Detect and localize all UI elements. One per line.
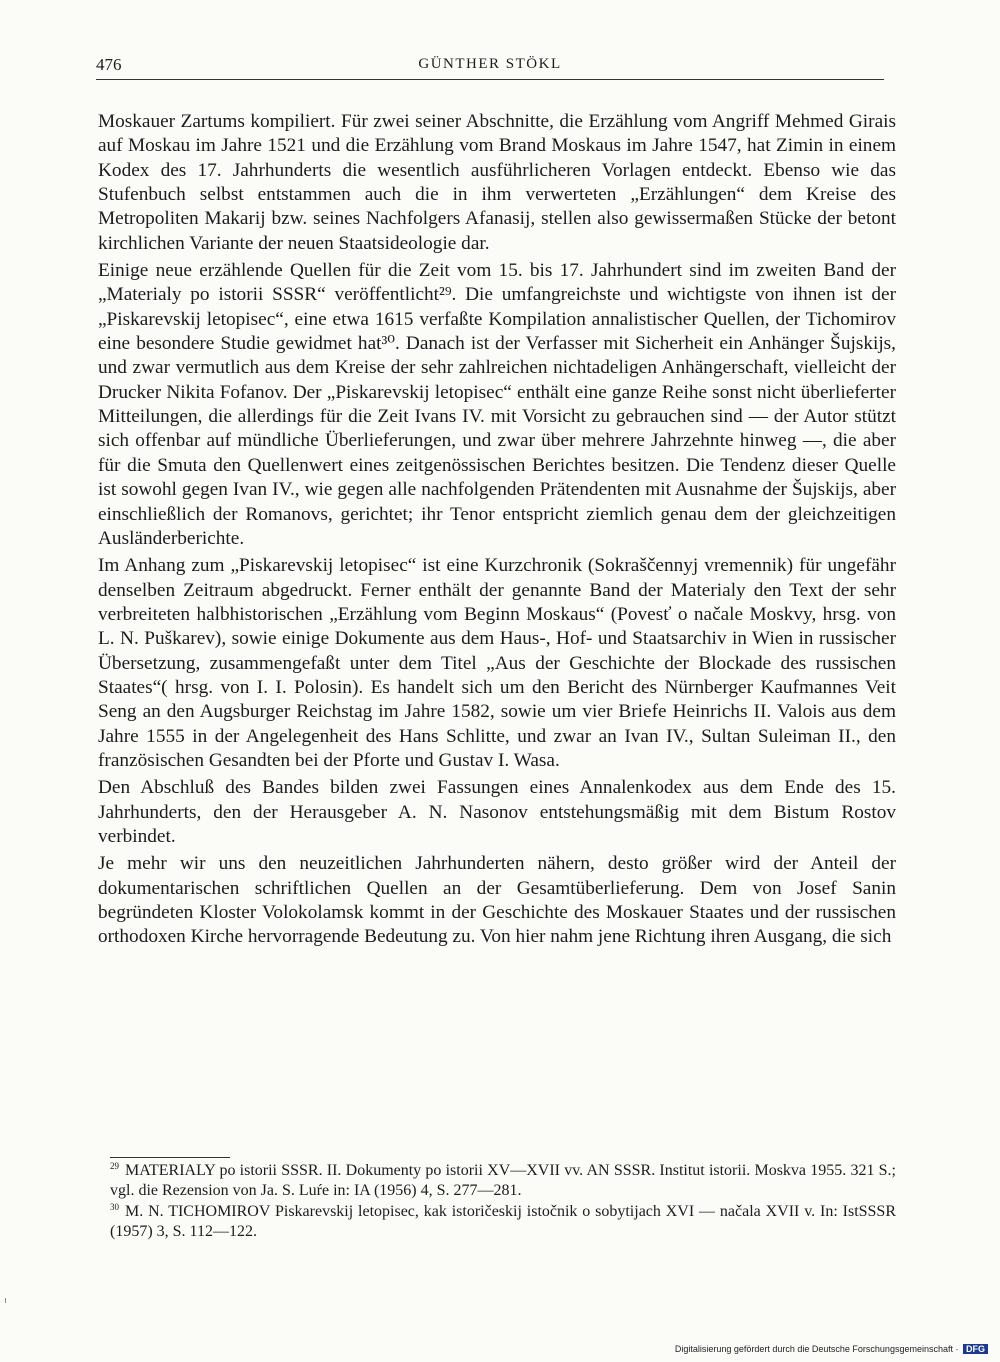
paragraph: Moskauer Zartums kompiliert. Für zwei seiner Abschnitte, die Erzählung vom Angriff Mehmed Girais auf Moskau im Jahre 1521 und die Erzählung vom Brand Moskaus im Jahre 1547, hat Zimin in einem Kodex des 17. Jahrhunderts die wesentlich ausführlicheren Vorlagen entdeckt. Ebenso wie das Stufenbuch selbst entstammen auch die in ihm verwerteten „Erzählungen“ dem Kreise des Metropoliten Makarij bzw. seines Nachfolgers Afanasij, stellen also gewissermaßen Stücke der betont kirchlichen Variante der neuen Staatsideologie dar.	[98, 111, 896, 254]
header-rule	[96, 79, 884, 80]
dfg-logo: DFG	[963, 1344, 988, 1354]
footnote-30	[110, 1202, 896, 1241]
footnote-mark: 29	[110, 1160, 119, 1171]
page-header	[96, 55, 884, 83]
footnote-text: MATERIALY po istorii SSSR. II. Dokumenty po istorii XV—XVII vv. AN SSSR. Institut istorii. Moskva 1955. 321 S.; vgl. die Rezension von Ja. S. Luŕe in: IA (1956) 4, S. 277—281.	[110, 1162, 896, 1199]
page-number: 476	[96, 55, 122, 74]
footnote-mark: 30	[110, 1201, 119, 1212]
paragraph: Je mehr wir uns den neuzeitlichen Jahrhunderten nähern, desto größer wird der Anteil der dokumentarischen schriftlichen Quellen an der Gesamtüberlieferung. Dem von Josef Sanin begründeten Kloster Volokolamsk kommt in der Geschichte des Moskauer Staates und der russischen orthodoxen Kirche hervorragende Bedeutung zu. Von hier nahm jene Richtung ihren Ausgang, die sich	[98, 853, 896, 948]
paragraph: Im Anhang zum „Piskarevskij letopisec“ ist eine Kurzchronik (Sokraščennyj vremennik) für ungefähr denselben Zeitraum abgedruckt. Ferner enthält der genannte Band der Materialy den Text der sehr verbreiteten halbhistorischen „Erzählung vom Beginn Moskaus“ (Povesť o načale Moskvy, hrsg. von L. N. Puškarev), sowie einige Dokumente aus dem Haus-, Hof- und Staatsarchiv in Wien in russischer Übersetzung, zusammengefaßt unter dem Titel „Aus der Geschichte der Blockade des russischen Staates“( hrsg. von I. I. Polosin). Es handelt sich um den Bericht des Nürnberger Kaufmannes Veit Seng an den Augsburger Reichstag im Jahre 1582, sowie um vier Briefe Heinrichs II. Valois aus dem Jahre 1555 in der Angelegenheit des Hans Schlitte, und zwar an Ivan IV., Sultan Suleiman II., den französischen Gesandten bei der Pforte und Gustav I. Wasa.	[98, 555, 896, 771]
running-title: GÜNTHER STÖKL	[418, 56, 562, 72]
footnote-29	[110, 1161, 896, 1200]
scan-speck	[5, 1298, 6, 1303]
paragraph: Den Abschluß des Bandes bilden zwei Fassungen eines Annalenkodex aus dem Ende des 15. Jahrhunderts, den der Herausgeber A. N. Nasonov entstehungsmäßig mit dem Bistum Rostov verbindet.	[98, 777, 896, 847]
credit-text: Digitalisierung gefördert durch die Deutsche Forschungsgemeinschaft ·	[674, 1344, 959, 1354]
paragraph: Einige neue erzählende Quellen für die Zeit vom 15. bis 17. Jahrhundert sind im zweiten Band der „Materialy po istorii SSSR“ veröffentlicht²⁹. Die umfangreichste und wichtigste von ihnen ist der „Piskarevskij letopisec“, eine etwa 1615 verfaßte Kompilation annalistischer Quellen, der Tichomirov eine besondere Studie gewidmet hat³⁰. Danach ist der Verfasser mit Sicherheit ein Anhänger Šujskijs, und zwar vermutlich aus dem Kreise der sehr zahlreichen nichtadeligen Anhängerschaft, vielleicht der Drucker Nikita Fofanov. Der „Piskarevskij letopisec“ enthält eine ganze Reihe sonst nicht überlieferter Mitteilungen, die allerdings für die Zeit Ivans IV. mit Vorsicht zu gebrauchen sind — der Autor stützt sich offenbar auf mündliche Überlieferungen, und zwar über mehrere Jahrzehnte hinweg —, die aber für die Smuta den Quellenwert eines zeitgenössischen Berichtes besitzen. Die Tendenz dieser Quelle ist sowohl gegen Ivan IV., wie gegen alle nachfolgenden Prätendenten mit Ausnahme der Šujskijs, aber einschließlich der Romanovs, gerichtet; ihr Tenor entspricht ziemlich genau dem der gleichzeitigen Ausländerberichte.	[98, 260, 896, 549]
footnote-text: M. N. TICHOMIROV Piskarevskij letopisec, kak istoričeskij istočnik o sobytijach XVI — načala XVII v. In: IstSSSR (1957) 3, S. 112—122.	[110, 1203, 896, 1240]
footnote-rule	[110, 1157, 230, 1158]
digitization-credit	[675, 1344, 988, 1354]
body-text	[98, 110, 896, 953]
footnotes	[110, 1161, 896, 1243]
